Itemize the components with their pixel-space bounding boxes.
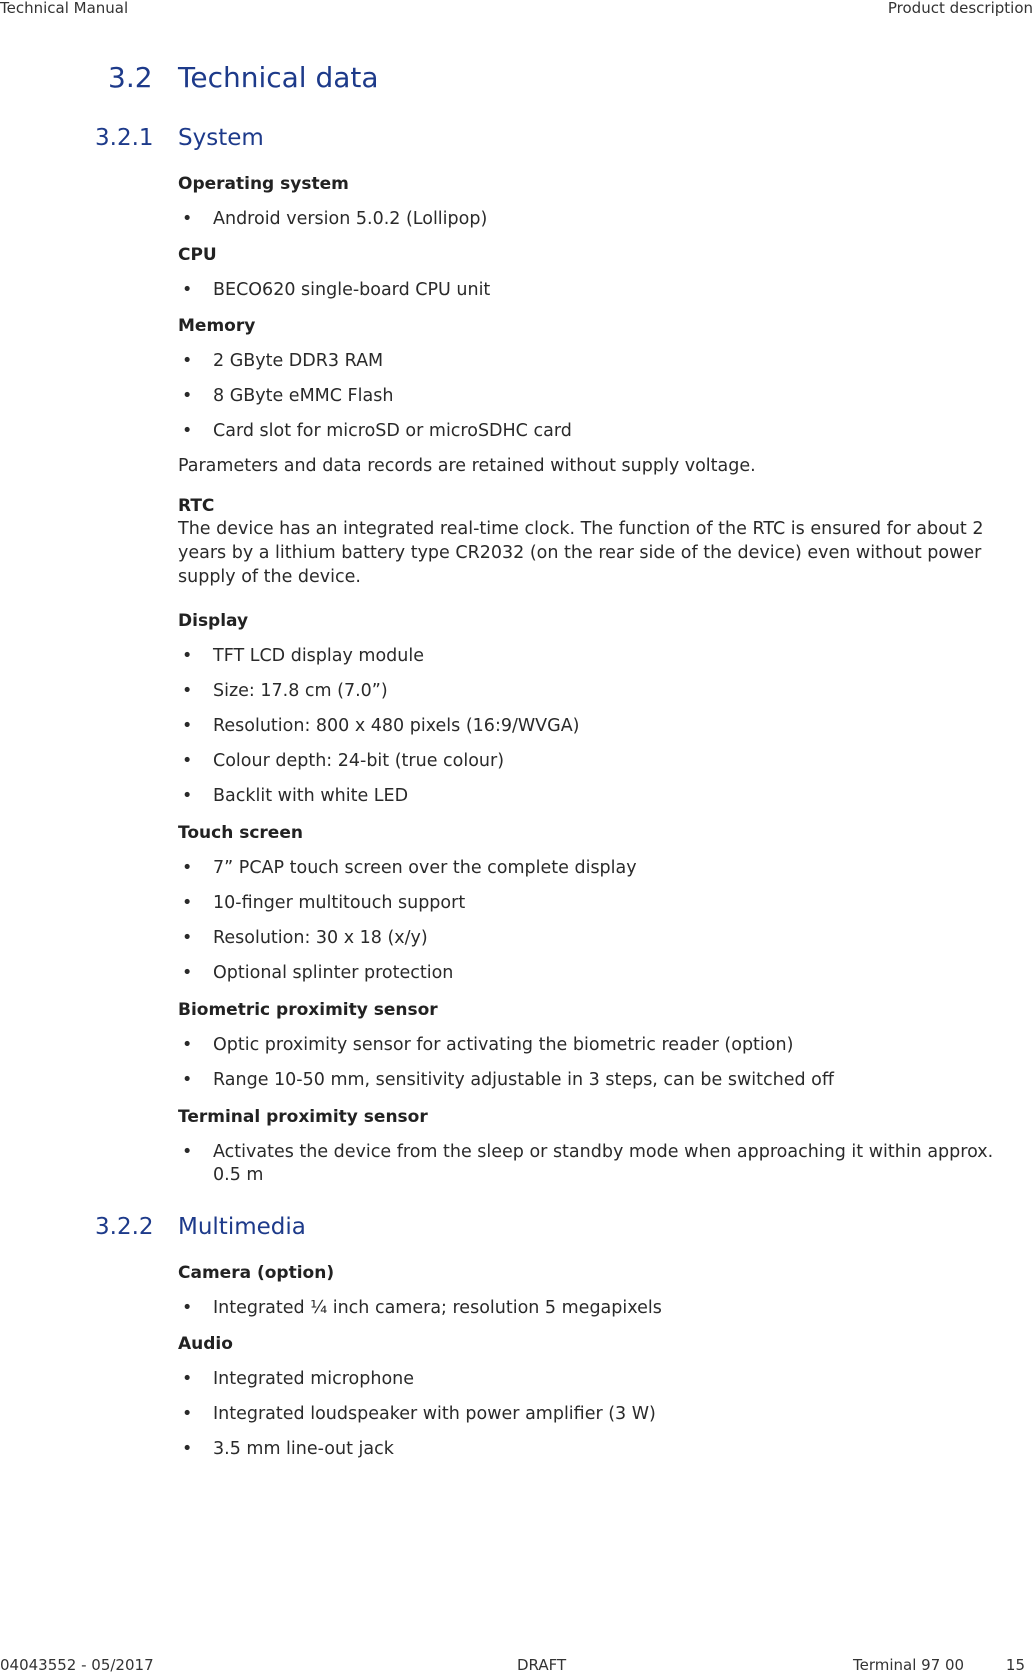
footer-product: Terminal 97 00: [853, 1656, 965, 1674]
section-number: 3.2: [108, 61, 153, 94]
footer-page-number: 15: [1005, 1656, 1025, 1674]
header-chapter-title: Product description: [887, 0, 1033, 17]
list-item: • Android version 5.0.2 (Lollipop): [182, 209, 488, 229]
rtc-description: The device has an integrated real-time clock. The function of the RTC is ensured for about 2 years by a lithium battery type CR2032 (on the rear side of the device) even without power supply of the device.: [178, 519, 984, 587]
list-item: • Integrated loudspeaker with power amplifier (3 W): [182, 1404, 656, 1424]
spec-label: Camera (option): [178, 1263, 335, 1283]
list-item: • BECO620 single-board CPU unit: [182, 280, 491, 300]
list-item: • 3.5 mm line-out jack: [182, 1439, 394, 1459]
list-item: • 2 GByte DDR3 RAM: [182, 351, 384, 371]
section-title: Technical data: [178, 61, 379, 94]
list-item: • Card slot for microSD or microSDHC card: [182, 421, 572, 441]
spec-label: Memory: [178, 316, 256, 336]
subsection-number: 3.2.2: [95, 1214, 154, 1240]
list-item: • 10-finger multitouch support: [182, 893, 466, 913]
list-item: • Range 10-50 mm, sensitivity adjustable in 3 steps, can be switched off: [182, 1070, 834, 1090]
spec-group-touch-screen: [178, 822, 1024, 985]
spec-group-terminal-proximity: [178, 1106, 1024, 1187]
spec-label: Biometric proximity sensor: [178, 1000, 438, 1020]
list-item: • Optional splinter protection: [182, 963, 454, 983]
spec-group-memory: [178, 315, 1024, 478]
footer-doc-number: 04043552 - 05/2017: [0, 1656, 154, 1674]
spec-label: Touch screen: [178, 823, 303, 843]
spec-group-rtc: [178, 495, 1024, 589]
list-item: • Colour depth: 24-bit (true colour): [182, 751, 505, 771]
list-item: • Resolution: 30 x 18 (x/y): [182, 928, 428, 948]
list-item: • Size: 17.8 cm (7.0”): [182, 681, 388, 701]
list-item: • Optic proximity sensor for activating the biometric reader (option): [182, 1035, 794, 1055]
spec-group-audio: [178, 1333, 1024, 1461]
subsection-title: Multimedia: [178, 1214, 306, 1240]
list-item: • Resolution: 800 x 480 pixels (16:9/WVGA): [182, 716, 580, 736]
spec-label: Audio: [178, 1334, 233, 1354]
spec-group-camera: [178, 1262, 1024, 1320]
subsection-title: System: [178, 125, 264, 151]
spec-label: Terminal proximity sensor: [178, 1107, 428, 1127]
list-item: • 8 GByte eMMC Flash: [182, 386, 394, 406]
list-item: • TFT LCD display module: [182, 646, 424, 666]
spec-label: CPU: [178, 245, 217, 265]
spec-group-biometric-sensor: [178, 999, 1024, 1092]
spec-label: RTC: [178, 496, 215, 516]
memory-note: Parameters and data records are retained without supply voltage.: [178, 456, 756, 476]
list-item: • Integrated ¼ inch camera; resolution 5 megapixels: [182, 1298, 662, 1318]
spec-group-os: [178, 173, 1024, 231]
list-item: • Integrated microphone: [182, 1369, 415, 1389]
list-item: • Activates the device from the sleep or standby mode when approaching it within approx. 0.5 m: [182, 1142, 994, 1185]
list-item: • Backlit with white LED: [182, 786, 409, 806]
subsection-number: 3.2.1: [95, 125, 154, 151]
spec-group-cpu: [178, 244, 1024, 302]
list-item: • 7” PCAP touch screen over the complete display: [182, 858, 637, 878]
spec-label: Display: [178, 611, 249, 631]
spec-group-display: [178, 610, 1024, 808]
spec-label: Operating system: [178, 174, 349, 194]
header-manual-title: Technical Manual: [0, 0, 129, 17]
footer-status: DRAFT: [517, 1656, 567, 1674]
